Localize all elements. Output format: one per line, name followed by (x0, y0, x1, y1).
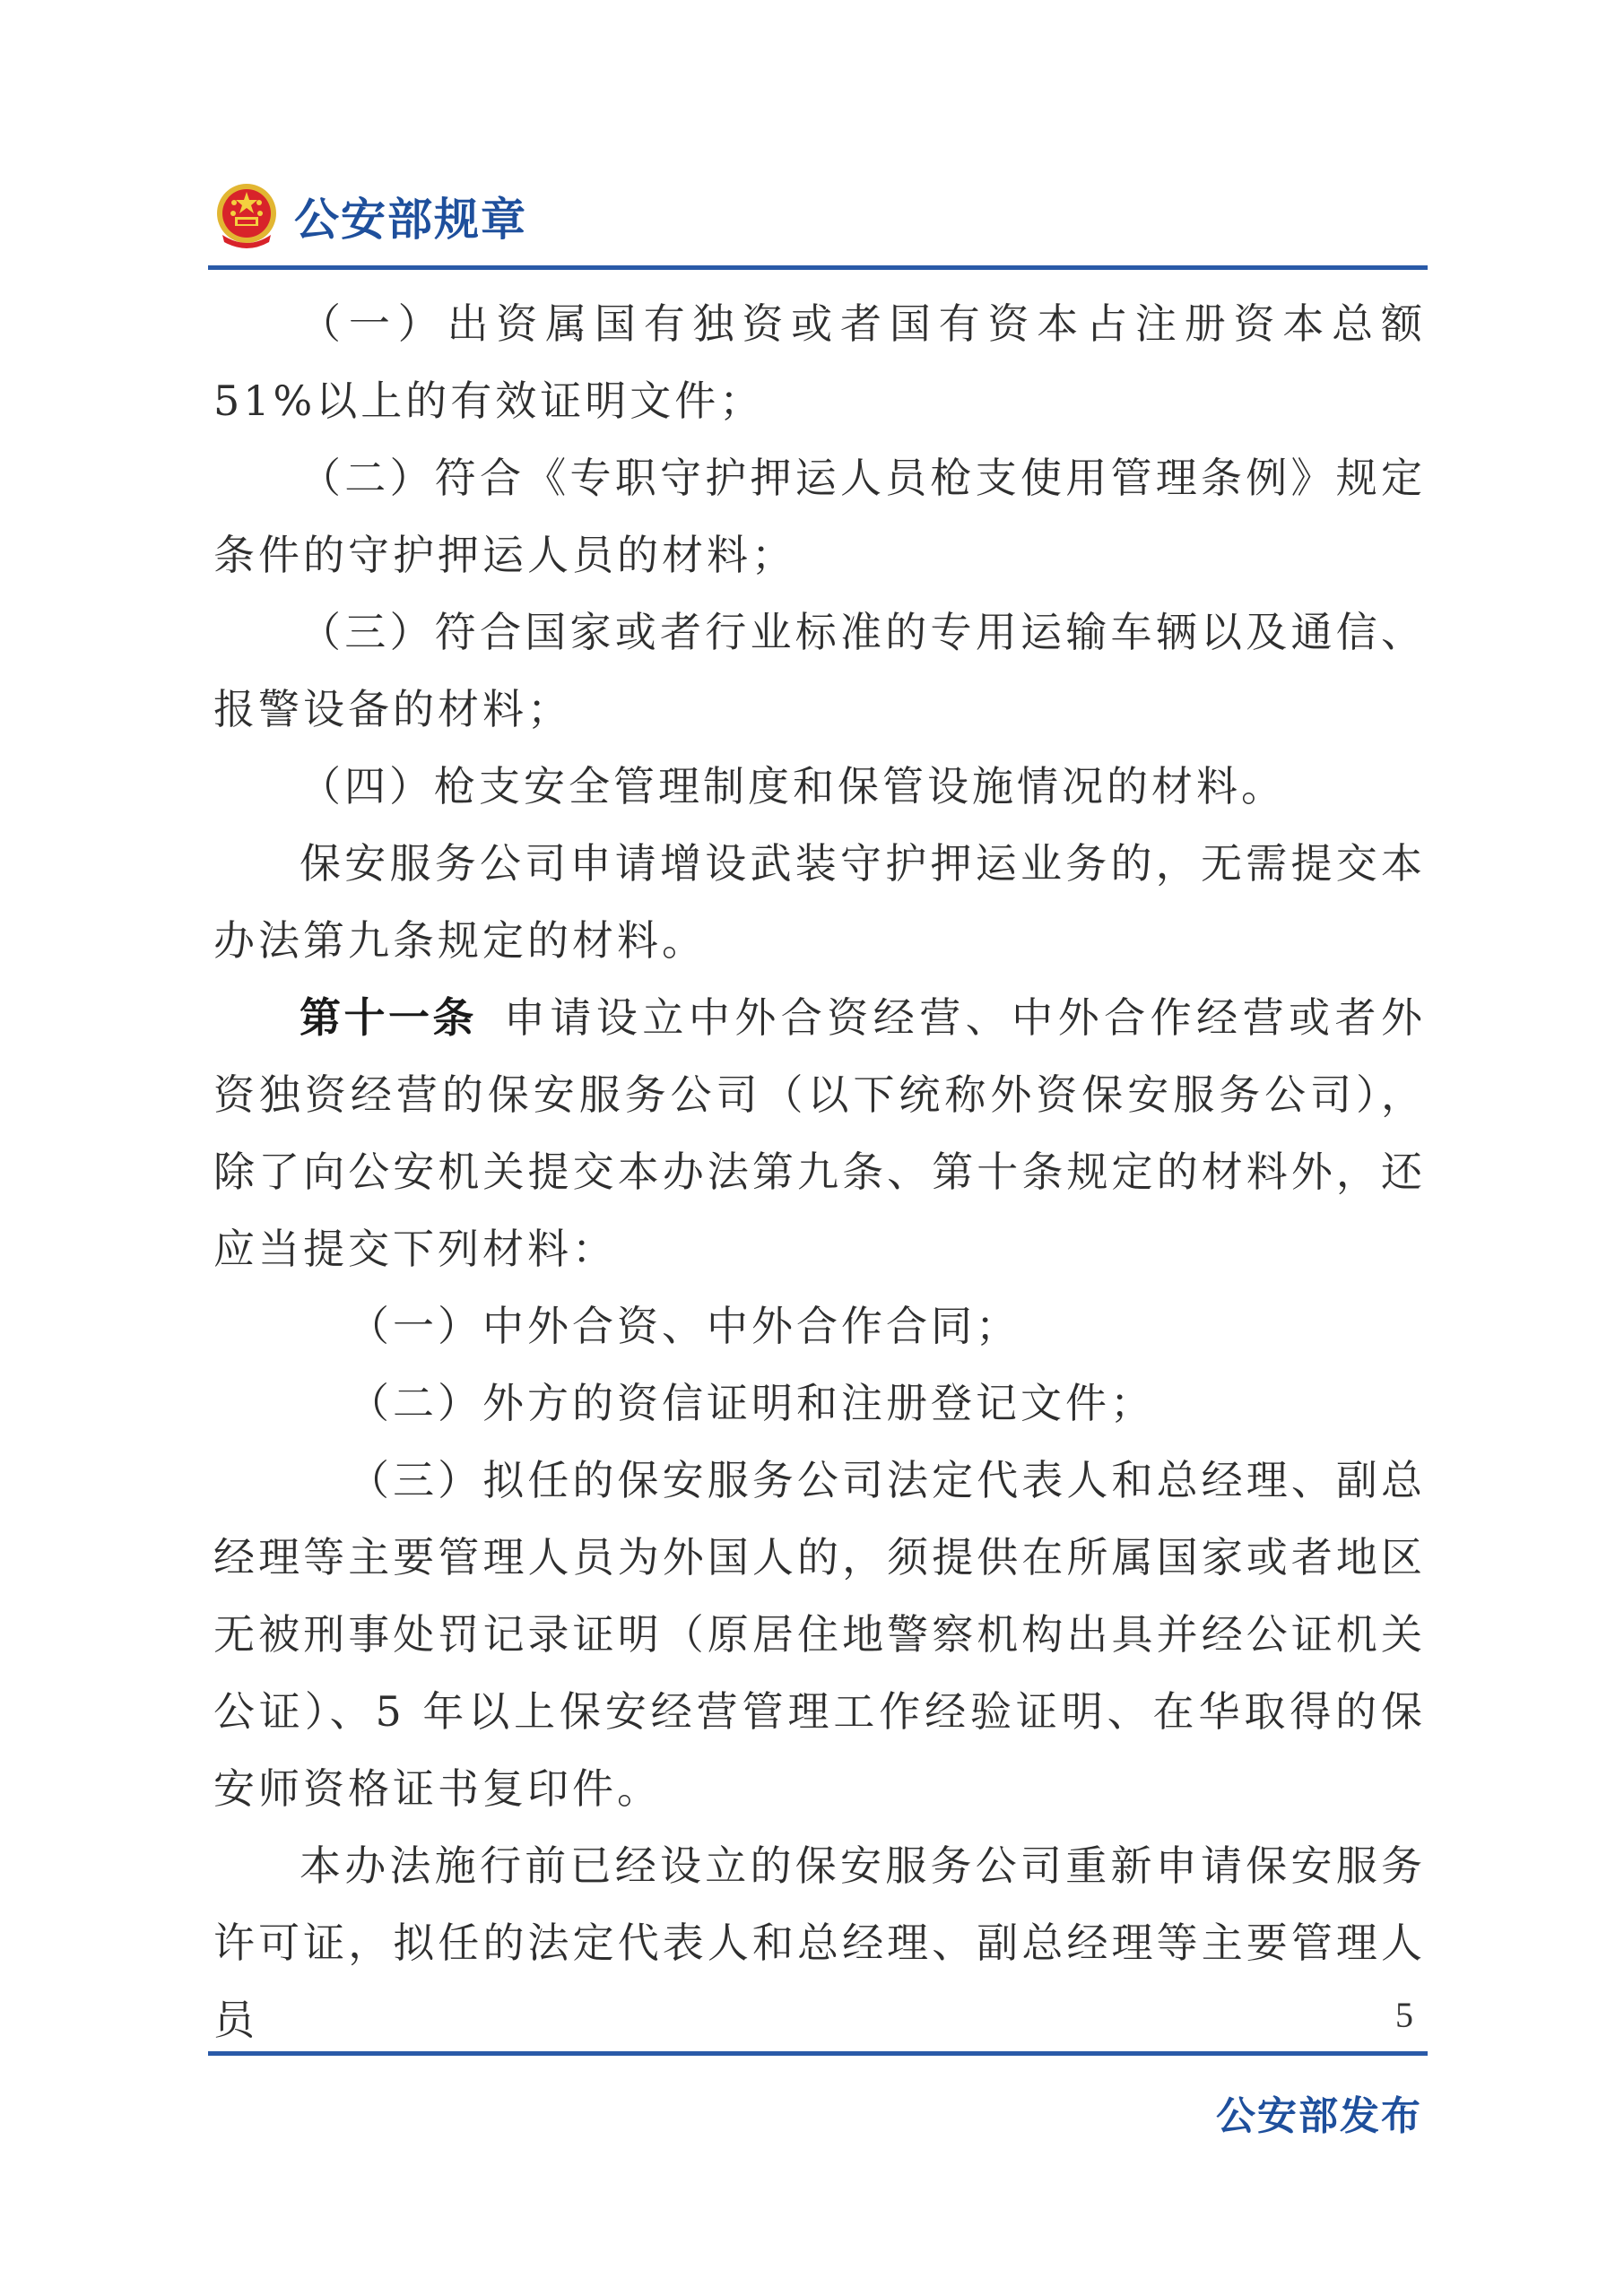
paragraph-2: （二）符合《专职守护押运人员枪支使用管理条例》规定条件的守护押运人员的材料； (213, 454, 1426, 579)
paragraph-3: （三）符合国家或者行业标准的专用运输车辆以及通信、报警设备的材料； (213, 608, 1426, 733)
document-body (213, 285, 1426, 2058)
list-item-2: （二）外方的资信证明和注册登记文件； (348, 1379, 1155, 1427)
footer-publisher: 公安部发布 (1216, 2093, 1422, 2139)
article-label: 第十一条 (300, 993, 477, 1042)
national-emblem-icon (213, 181, 280, 251)
header-divider (208, 265, 1428, 270)
header-title: 公安部规章 (294, 194, 527, 246)
final-paragraph: 本办法施行前已经设立的保安服务公司重新申请保安服务许可证，拟任的法定代表人和总经理、副总经理等主要管理人员 (213, 1841, 1426, 2044)
article-text: 申请设立中外合资经营、中外合作经营或者外资独资经营的保安服务公司（以下统称外资保安服务公司），除了向公安机关提交本办法第九条、第十条规定的材料外，还应当提交下列材料： (213, 993, 1427, 1273)
page-header (213, 176, 1424, 256)
paragraph-1: （一）出资属国有独资或者国有资本占注册资本总额 51%以上的有效证明文件； (213, 299, 1426, 425)
list-item-1: （一）中外合资、中外合作合同； (348, 1302, 1020, 1350)
footer-divider (208, 2051, 1428, 2056)
page-number: 5 (1395, 1995, 1413, 2035)
paragraph-4: （四）枪支安全管理制度和保管设施情况的材料。 (300, 762, 1286, 810)
paragraph-5: 保安服务公司申请增设武装守护押运业务的，无需提交本办法第九条规定的材料。 (213, 839, 1426, 965)
article-11 (213, 979, 1426, 1287)
list-item-3: （三）拟任的保安服务公司法定代表人和总经理、副总经理等主要管理人员为外国人的，须提供在所属国家或者地区无被刑事处罚记录证明（原居住地警察机构出具并经公证机关公证）、5 年以上保安经营管理工作经验证明、在华取得的保安师资格证书复印件。 (213, 1456, 1426, 1813)
